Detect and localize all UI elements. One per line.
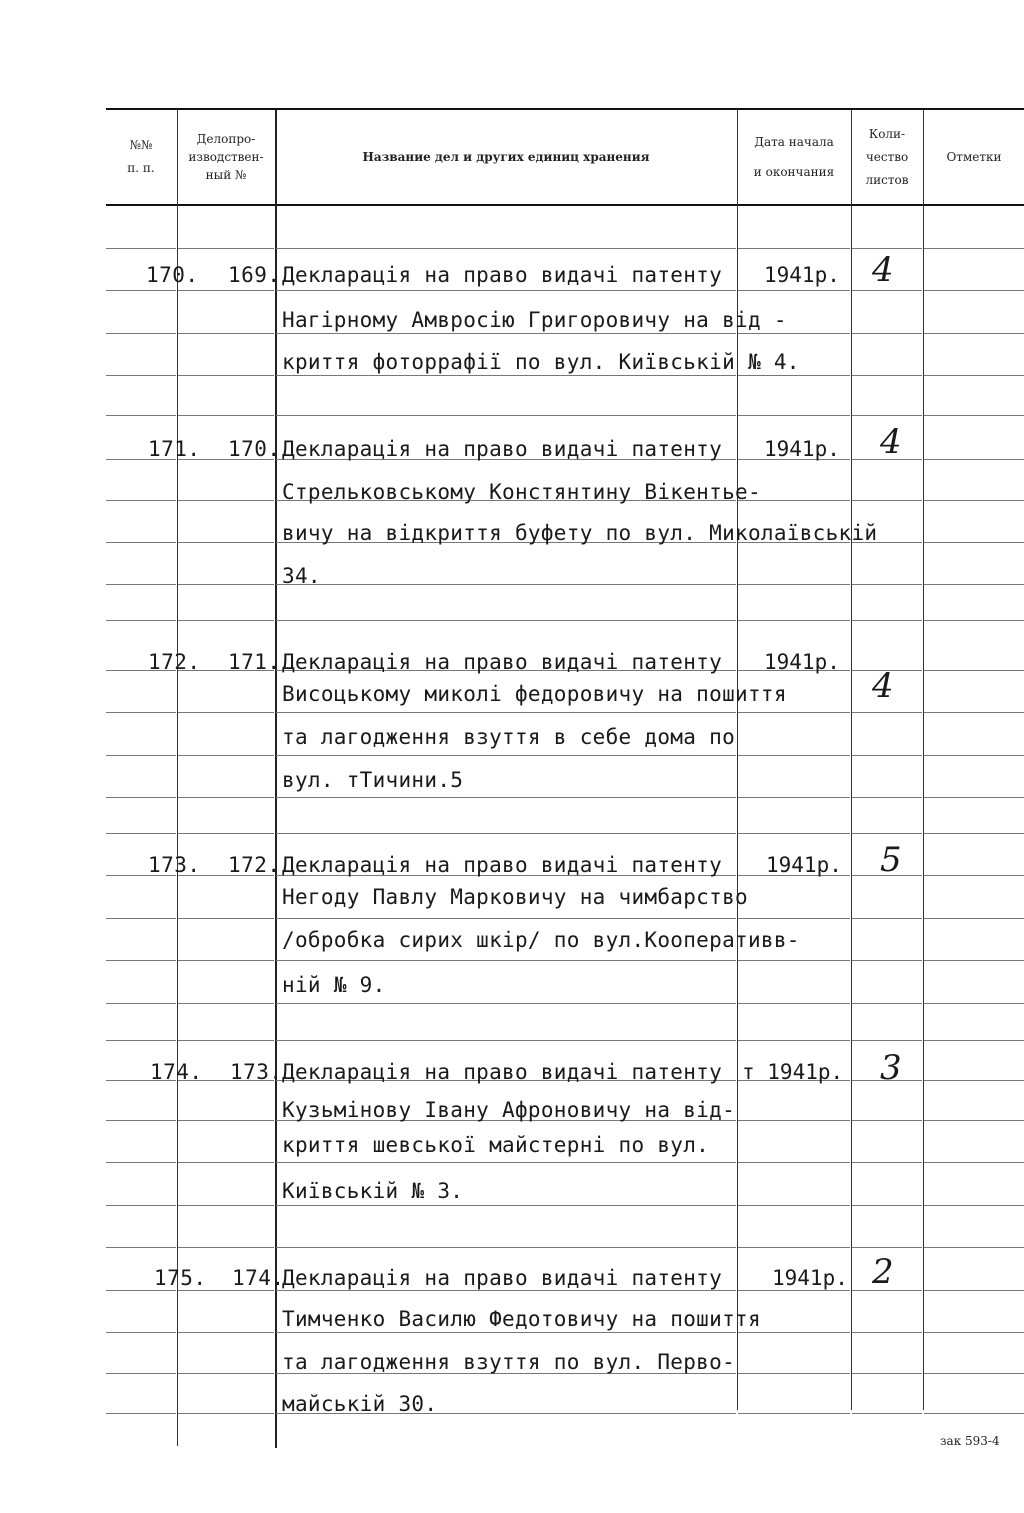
entry-title-line: Київській № 3. [282, 1179, 464, 1203]
ruled-line [852, 1120, 922, 1121]
ruled-line [178, 290, 274, 291]
ruled-line [178, 500, 274, 501]
column-divider [177, 110, 178, 1446]
ruled-line [178, 712, 274, 713]
ruled-line [178, 1205, 274, 1206]
entry-title-line: ній № 9. [282, 973, 386, 997]
ruled-line [106, 833, 176, 834]
ruled-line [924, 670, 1024, 671]
print-order-number: зак 593-4 [940, 1434, 1000, 1448]
ruled-line [738, 1120, 850, 1121]
ruled-line [106, 620, 176, 621]
ruled-line [178, 1040, 274, 1041]
ruled-line [178, 960, 274, 961]
ruled-line [924, 918, 1024, 919]
ruled-line [178, 1373, 274, 1374]
entry-sheet-count: 4 [880, 422, 902, 462]
entry-title-line: Кузьмінову Івану Афроновичу на від- [282, 1098, 736, 1122]
ruled-line [924, 712, 1024, 713]
ruled-line [106, 1162, 176, 1163]
ruled-line [852, 500, 922, 501]
ruled-line [738, 620, 850, 621]
entry-title-line: Нагірному Амвросію Григоровичу на від - [282, 308, 787, 332]
header-office-number: Делопро- изводствен- ный № [188, 132, 264, 182]
ruled-line [178, 918, 274, 919]
entry-office-number: 172. [228, 853, 281, 877]
ruled-line [106, 712, 176, 713]
ruled-line [276, 584, 736, 585]
ruled-line [106, 375, 176, 376]
ruled-line [852, 415, 922, 416]
entry-title-line: криття шевської майстерні по вул. [282, 1133, 710, 1157]
ruled-line [276, 1040, 736, 1041]
ruled-line [738, 1290, 850, 1291]
ruled-line [852, 755, 922, 756]
entry-sheet-count: 2 [872, 1252, 894, 1292]
entry-sheet-count: 3 [880, 1048, 902, 1088]
entry-title-line: та лагодження взуття по вул. Перво- [282, 1350, 736, 1374]
ruled-line [106, 290, 176, 291]
ruled-line [924, 542, 1024, 543]
ruled-line [276, 918, 736, 919]
entry-year: 1941р. [766, 853, 842, 877]
entry-title-line: Висоцькому миколі федоровичу на пошиття [282, 682, 787, 706]
ruled-line [738, 1247, 850, 1248]
entry-office-number: 173. [230, 1060, 283, 1084]
ruled-line [852, 918, 922, 919]
ruled-line [106, 1040, 176, 1041]
entry-title-line: Декларація на право видачі патенту [282, 1060, 723, 1084]
column-divider [737, 110, 738, 1410]
entry-office-number: 171. [228, 650, 281, 674]
header-notes: Отметки [946, 149, 1002, 164]
ruled-line [106, 415, 176, 416]
entry-title-line: Стрельковському Констянтину Вікентье- [282, 480, 761, 504]
ruled-line [852, 290, 922, 291]
ruled-line [924, 1290, 1024, 1291]
ruled-line [106, 1290, 176, 1291]
entry-number: 175. [154, 1266, 207, 1290]
entry-office-number: 170. [228, 437, 281, 461]
entry-year: 1941р. [772, 1266, 848, 1290]
entry-title-line: та лагодження взуття в себе дома по [282, 725, 736, 749]
ruled-line [924, 584, 1024, 585]
header-title: Название дел и других единиц хранения [362, 149, 650, 164]
header-bottom-rule [106, 204, 1024, 206]
column-divider [851, 110, 852, 1410]
entry-number: 173. [148, 853, 201, 877]
entry-year: 1941р. [764, 263, 840, 287]
ruled-line [852, 620, 922, 621]
entry-title-line: Декларація на право видачі патенту [282, 853, 723, 877]
ruled-line [924, 1162, 1024, 1163]
ruled-line [738, 415, 850, 416]
ruled-line [106, 1247, 176, 1248]
ruled-line [924, 290, 1024, 291]
ruled-line [106, 1003, 176, 1004]
ruled-line [276, 248, 736, 249]
ruled-line [276, 1162, 736, 1163]
entry-year: т 1941р. [742, 1060, 844, 1084]
ruled-line [106, 797, 176, 798]
ruled-line [852, 833, 922, 834]
ruled-line [106, 1332, 176, 1333]
ruled-line [276, 1290, 736, 1291]
ruled-line [106, 1373, 176, 1374]
ruled-line [852, 1205, 922, 1206]
ruled-line [852, 1373, 922, 1374]
ruled-line [178, 542, 274, 543]
ruled-line [738, 375, 850, 376]
entry-number: 172. [148, 650, 201, 674]
ruled-line [276, 755, 736, 756]
ruled-line [738, 833, 850, 834]
ruled-line [924, 1120, 1024, 1121]
entry-office-number: 174. [232, 1266, 285, 1290]
entry-title-line: Декларація на право видачі патенту [282, 263, 723, 287]
entry-office-number: 169. [228, 263, 281, 287]
ruled-line [106, 755, 176, 756]
ruled-line [178, 1003, 274, 1004]
ruled-line [924, 1373, 1024, 1374]
ruled-line [738, 918, 850, 919]
entry-title-line: вул. тТичини.5 [282, 768, 464, 792]
ruled-line [852, 1332, 922, 1333]
entry-title-line: 34. [282, 564, 321, 588]
ruled-line [924, 459, 1024, 460]
ruled-line [178, 248, 274, 249]
entry-title-line: Негоду Павлу Марковичу на чимбарство [282, 885, 748, 909]
entry-title-line: вичу на відкриття буфету по вул. Миколаївській [282, 521, 878, 545]
ruled-line [924, 960, 1024, 961]
ruled-line [852, 1162, 922, 1163]
ruled-line [924, 375, 1024, 376]
ruled-line [852, 712, 922, 713]
ruled-line [924, 333, 1024, 334]
entry-year: 1941р. [764, 437, 840, 461]
ruled-line [924, 500, 1024, 501]
ruled-line [106, 248, 176, 249]
ruled-line [852, 584, 922, 585]
ruled-line [924, 620, 1024, 621]
ruled-line [276, 333, 736, 334]
ruled-line [924, 1413, 1024, 1414]
ruled-line [738, 584, 850, 585]
ruled-line [852, 333, 922, 334]
ruled-line [924, 755, 1024, 756]
ruled-line [106, 333, 176, 334]
ruled-line [178, 333, 274, 334]
entry-number: 170. [146, 263, 199, 287]
ruled-line [106, 1205, 176, 1206]
ruled-line [178, 415, 274, 416]
ruled-line [738, 1332, 850, 1333]
ruled-line [924, 1080, 1024, 1081]
ruled-line [852, 375, 922, 376]
ruled-line [852, 797, 922, 798]
entry-sheet-count: 4 [872, 666, 894, 706]
ruled-line [738, 755, 850, 756]
ruled-line [178, 1162, 274, 1163]
header-number: №№ п. п. [127, 138, 155, 175]
ruled-line [276, 290, 736, 291]
ruled-line [738, 333, 850, 334]
header-count: Коли- чество листов [865, 126, 909, 187]
ruled-line [852, 960, 922, 961]
ruled-line [106, 500, 176, 501]
ruled-line [738, 1373, 850, 1374]
ruled-line [852, 248, 922, 249]
ruled-line [924, 797, 1024, 798]
entry-title-line: криття фоторрафії по вул. Київській № 4. [282, 350, 800, 374]
ruled-line [852, 1413, 922, 1414]
ruled-line [178, 1120, 274, 1121]
entry-number: 171. [148, 437, 201, 461]
ruled-line [924, 875, 1024, 876]
ruled-line [106, 960, 176, 961]
ruled-line [276, 1205, 736, 1206]
ruled-line [276, 375, 736, 376]
ruled-line [106, 584, 176, 585]
ruled-line [106, 1413, 176, 1414]
ruled-line [178, 833, 274, 834]
ruled-line [924, 1205, 1024, 1206]
ruled-line [738, 1040, 850, 1041]
ruled-line [276, 960, 736, 961]
ruled-line [738, 1003, 850, 1004]
ruled-line [924, 833, 1024, 834]
entry-title-line: Декларація на право видачі патенту [282, 1266, 723, 1290]
entry-year: 1941р. [764, 650, 840, 674]
entry-title-line: Декларація на право видачі патенту [282, 650, 723, 674]
ruled-line [106, 1120, 176, 1121]
ruled-line [178, 1247, 274, 1248]
ruled-line [852, 1247, 922, 1248]
column-divider [923, 110, 924, 1410]
ruled-line [924, 1332, 1024, 1333]
ruled-line [738, 797, 850, 798]
ruled-line [924, 415, 1024, 416]
ruled-line [924, 1040, 1024, 1041]
ruled-line [106, 918, 176, 919]
ruled-line [276, 1247, 736, 1248]
ruled-line [924, 1247, 1024, 1248]
ruled-line [924, 1003, 1024, 1004]
entry-sheet-count: 5 [880, 840, 902, 880]
entry-title-line: /обробка сирих шкір/ по вул.Кооперативв- [282, 928, 800, 952]
ruled-line [852, 1003, 922, 1004]
ruled-line [178, 1413, 274, 1414]
ruled-line [106, 542, 176, 543]
ruled-line [178, 1332, 274, 1333]
entry-title-line: майській 30. [282, 1392, 438, 1416]
ruled-line [738, 290, 850, 291]
ruled-line [276, 415, 736, 416]
ruled-line [738, 712, 850, 713]
entry-number: 174. [150, 1060, 203, 1084]
ruled-line [276, 1332, 736, 1333]
ruled-line [738, 960, 850, 961]
ruled-line [738, 1205, 850, 1206]
ruled-line [178, 1290, 274, 1291]
ruled-line [178, 375, 274, 376]
ruled-line [276, 712, 736, 713]
ruled-line [276, 1003, 736, 1004]
ruled-line [276, 833, 736, 834]
header-dates: Дата начала и окончания [753, 135, 835, 179]
entry-title-line: Тимченко Василю Федотовичу на пошиття [282, 1307, 761, 1331]
entry-title-line: Декларація на право видачі патенту [282, 437, 723, 461]
ruled-line [852, 1040, 922, 1041]
ruled-line [178, 620, 274, 621]
ruled-line [738, 248, 850, 249]
entry-sheet-count: 4 [872, 250, 894, 290]
ruled-line [276, 620, 736, 621]
ruled-line [178, 755, 274, 756]
ruled-line [924, 248, 1024, 249]
ruled-line [738, 1413, 850, 1414]
ruled-line [178, 797, 274, 798]
ruled-line [738, 1162, 850, 1163]
ruled-line [276, 797, 736, 798]
ruled-line [178, 584, 274, 585]
